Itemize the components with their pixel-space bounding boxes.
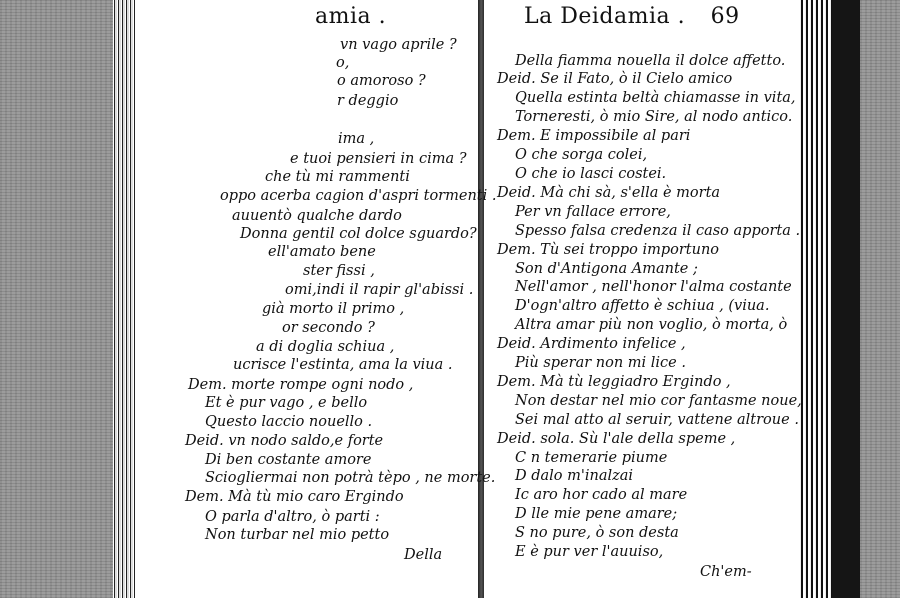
left-text-line: che tù mi rammenti — [265, 169, 410, 185]
running-title: La Deidamia . — [524, 4, 686, 29]
left-text-line: Della — [404, 547, 443, 563]
left-text-line: r deggio — [337, 93, 399, 109]
left-text-line: Dem. Mà tù mio caro Ergindo — [185, 489, 404, 505]
left-text-line: o amoroso ? — [337, 73, 426, 89]
right-text-line: O che sorga colei, — [515, 147, 648, 163]
left-text-line: ima , — [338, 131, 375, 147]
right-text-line: Deid. Se il Fato, ò il Cielo amico — [497, 71, 733, 87]
right-text-line: Nell'amor , nell'honor l'alma costante — [515, 279, 792, 295]
right-text-line: Quella estinta beltà chiamasse in vita, — [515, 90, 796, 106]
left-text-line: Non turbar nel mio petto — [205, 527, 390, 543]
right-text-line: Torneresti, ò mio Sire, al nodo antico. — [515, 109, 793, 125]
left-text-line: ster fissi , — [303, 263, 375, 279]
right-text-line: C n temerarie piume — [515, 450, 668, 466]
right-text-line: Dem. Tù sei troppo importuno — [497, 242, 720, 258]
right-text-line: D lle mie pene amare; — [515, 506, 678, 522]
right-text-line: Ic aro hor cado al mare — [515, 487, 688, 503]
left-text-line: Questo laccio nouello . — [205, 414, 373, 430]
right-text-line: Della fiamma nouella il dolce affetto. — [515, 53, 786, 69]
right-text-line: Ch'em- — [700, 564, 752, 580]
left-text-line: e tuoi pensieri in cima ? — [290, 151, 467, 167]
left-text-line: Di ben costante amore — [205, 452, 372, 468]
left-running-header: amia . — [315, 4, 387, 29]
left-text-line: ucrisce l'estinta, ama la viua . — [233, 357, 453, 373]
left-text-line: auuentò qualche dardo — [232, 208, 402, 224]
right-text-line: D dalo m'inalzai — [515, 468, 634, 484]
left-text-line: o, — [336, 55, 350, 71]
right-text-line: D'ogn'altro affetto è schiua , (viua. — [515, 298, 770, 314]
right-text-line: Deid. Ardimento infelice , — [497, 336, 686, 352]
left-text-line: Deid. vn nodo saldo,e forte — [185, 433, 384, 449]
right-text-line: Dem. E impossibile al pari — [497, 128, 691, 144]
right-text-line: Deid. sola. Sù l'ale della speme , — [497, 431, 736, 447]
right-text-line: Dem. Mà tù leggiadro Ergindo , — [497, 374, 731, 390]
left-text-line: or secondo ? — [282, 320, 375, 336]
left-page-edges — [113, 0, 135, 598]
left-text-line: Et è pur vago , e bello — [205, 395, 368, 411]
right-text-line: Sei mal atto al seruir, vattene altroue . — [515, 412, 799, 428]
left-text-line: ell'amato bene — [268, 244, 376, 260]
right-text-line: Non destar nel mio cor fantasme noue, — [515, 393, 802, 409]
left-text-line: vn vago aprile ? — [340, 37, 457, 53]
left-text-line: Donna gentil col dolce sguardo? — [240, 226, 477, 242]
left-text-line: Dem. morte rompe ogni nodo , — [188, 377, 414, 393]
right-text-line: Altra amar più non voglio, ò morta, ò — [515, 317, 788, 333]
right-page-edges — [800, 0, 832, 598]
left-text-line: a di doglia schiua , — [256, 339, 395, 355]
right-text-line: Son d'Antigona Amante ; — [515, 261, 698, 277]
right-text-line: S no pure, ò son desta — [515, 525, 679, 541]
left-text-line: oppo acerba cagion d'aspri tormenti . — [220, 188, 497, 204]
left-text-line: omi,indi il rapir gl'abissi . — [285, 282, 474, 298]
page-number: 69 — [710, 4, 740, 29]
right-text-line: Deid. Mà chi sà, s'ella è morta — [497, 185, 721, 201]
book-cover — [832, 0, 860, 598]
right-text-line: O che io lasci costei. — [515, 166, 667, 182]
right-text-line: Spesso falsa credenza il caso apporta . — [515, 223, 801, 239]
right-running-header — [524, 4, 740, 29]
left-text-line: già morto il primo , — [262, 301, 405, 317]
right-text-line: Più sperar non mi lice . — [515, 355, 686, 371]
left-text-line: Sciogliermai non potrà tèpo , ne morte. — [205, 470, 496, 486]
left-text-line: O parla d'altro, ò parti : — [205, 509, 380, 525]
right-text-line: Per vn fallace errore, — [515, 204, 671, 220]
right-text-line: E è pur ver l'auuiso, — [515, 544, 664, 560]
